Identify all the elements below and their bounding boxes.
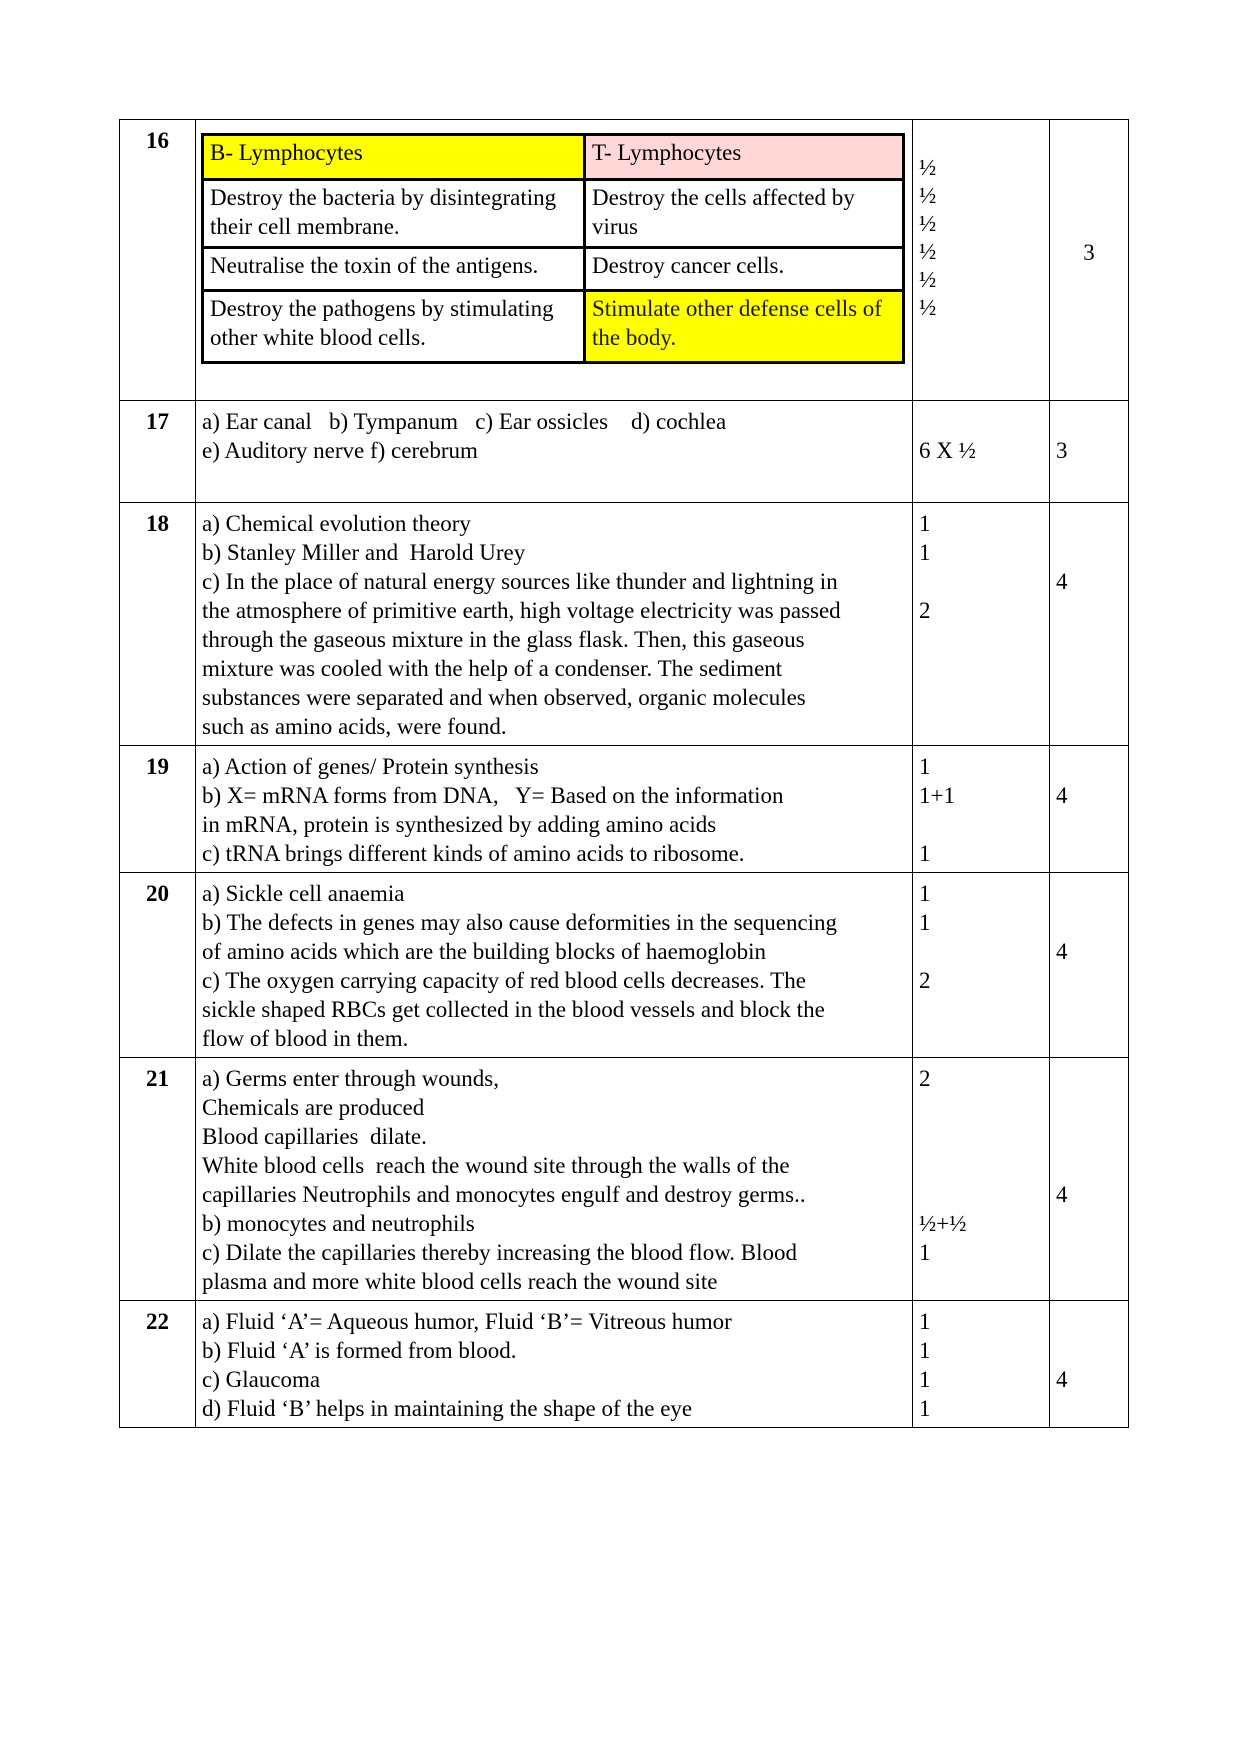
mark-value: 2 bbox=[919, 598, 931, 623]
answer-line: Chemicals are produced bbox=[202, 1095, 425, 1120]
marks-cell bbox=[913, 120, 1050, 401]
answer-line: d) Fluid ‘B’ helps in maintaining the shape of the eye bbox=[202, 1396, 693, 1421]
total-value: 4 bbox=[1056, 783, 1068, 808]
table-cell: Destroy the cells affected by virus bbox=[585, 180, 904, 248]
total-value: 4 bbox=[1056, 1182, 1068, 1207]
mark-value: 6 X ½ bbox=[919, 438, 976, 463]
answer-line: b) monocytes and neutrophils bbox=[202, 1211, 475, 1236]
answer-line: b) Stanley Miller and Harold Urey bbox=[202, 540, 526, 565]
answer-line: through the gaseous mixture in the glass flask. Then, this gaseous bbox=[202, 627, 805, 652]
answer-line: a) Ear canal b) Tympanum c) Ear ossicles d) cochlea bbox=[202, 409, 727, 434]
mark-value bbox=[919, 407, 1043, 436]
mark-value: ½+½ bbox=[919, 1211, 967, 1236]
marks-cell bbox=[913, 746, 1050, 873]
question-number: 17 bbox=[120, 401, 196, 503]
answer-line: Blood capillaries dilate. bbox=[202, 1124, 427, 1149]
total-value: 3 bbox=[1056, 438, 1068, 463]
total-value: 4 bbox=[1056, 1367, 1068, 1392]
mark-value: 1 bbox=[919, 1240, 931, 1265]
answer-line: c) tRNA brings different kinds of amino acids to ribosome. bbox=[202, 841, 745, 866]
table-cell: Destroy the pathogens by stimulating other white blood cells. bbox=[203, 291, 585, 363]
mark-value: ½ bbox=[919, 155, 937, 180]
answer-line: the atmosphere of primitive earth, high voltage electricity was passed bbox=[202, 598, 841, 623]
answer-cell bbox=[196, 401, 913, 503]
mark-value: 1 bbox=[919, 910, 931, 935]
answer-line: e) Auditory nerve f) cerebrum bbox=[202, 438, 478, 463]
marks-cell bbox=[913, 503, 1050, 746]
answer-line: b) X= mRNA forms from DNA, Y= Based on the information bbox=[202, 783, 784, 808]
answer-line: substances were separated and when observed, organic molecules bbox=[202, 685, 806, 710]
marks-cell bbox=[913, 401, 1050, 503]
answer-line: flow of blood in them. bbox=[202, 1026, 409, 1051]
answer-cell bbox=[196, 873, 913, 1058]
mark-value: 1 bbox=[919, 1338, 931, 1363]
total-marks bbox=[1050, 1301, 1129, 1428]
mark-value: 1+1 bbox=[919, 783, 955, 808]
question-number: 20 bbox=[120, 873, 196, 1058]
answer-row-17 bbox=[120, 401, 1129, 503]
answer-row-18 bbox=[120, 503, 1129, 746]
table-cell: Destroy cancer cells. bbox=[585, 248, 904, 291]
answer-line: a) Action of genes/ Protein synthesis bbox=[202, 754, 539, 779]
mark-value: 1 bbox=[919, 841, 931, 866]
header-b-lymphocytes: B- Lymphocytes bbox=[203, 135, 585, 180]
answer-key-table bbox=[119, 119, 1129, 1428]
answer-row-19 bbox=[120, 746, 1129, 873]
marks-cell bbox=[913, 873, 1050, 1058]
mark-value: 1 bbox=[919, 1309, 931, 1334]
answer-line: c) Dilate the capillaries thereby increasing the blood flow. Blood bbox=[202, 1240, 798, 1265]
marks-cell bbox=[913, 1301, 1050, 1428]
answer-line: c) Glaucoma bbox=[202, 1367, 321, 1392]
answer-line: mixture was cooled with the help of a condenser. The sediment bbox=[202, 656, 783, 681]
total-marks bbox=[1050, 503, 1129, 746]
mark-value: 2 bbox=[919, 1066, 931, 1091]
answer-line: of amino acids which are the building blocks of haemoglobin bbox=[202, 939, 767, 964]
question-number: 16 bbox=[120, 120, 196, 401]
answer-line: b) Fluid ‘A’ is formed from blood. bbox=[202, 1338, 517, 1363]
question-number: 18 bbox=[120, 503, 196, 746]
total-marks bbox=[1050, 1058, 1129, 1301]
answer-line: a) Sickle cell anaemia bbox=[202, 881, 405, 906]
answer-row-21 bbox=[120, 1058, 1129, 1301]
question-number: 21 bbox=[120, 1058, 196, 1301]
total-marks bbox=[1050, 873, 1129, 1058]
answer-line: a) Germs enter through wounds, bbox=[202, 1066, 500, 1091]
answer-line: a) Fluid ‘A’= Aqueous humor, Fluid ‘B’= Vitreous humor bbox=[202, 1309, 732, 1334]
answer-cell bbox=[196, 503, 913, 746]
answer-row-16 bbox=[120, 120, 1129, 401]
mark-value: 1 bbox=[919, 1367, 931, 1392]
mark-value: 1 bbox=[919, 540, 931, 565]
total-marks bbox=[1050, 120, 1129, 401]
mark-value: ½ bbox=[919, 239, 937, 264]
table-cell: Destroy the bacteria by disintegrating their cell membrane. bbox=[203, 180, 585, 248]
total-value: 4 bbox=[1056, 569, 1068, 594]
mark-value: ½ bbox=[919, 295, 937, 320]
total-value: 4 bbox=[1056, 939, 1068, 964]
total-marks bbox=[1050, 401, 1129, 503]
answer-line: in mRNA, protein is synthesized by adding amino acids bbox=[202, 812, 717, 837]
table-cell: Neutralise the toxin of the antigens. bbox=[203, 248, 585, 291]
mark-value: 2 bbox=[919, 968, 931, 993]
mark-value: 1 bbox=[919, 881, 931, 906]
answer-line: b) The defects in genes may also cause deformities in the sequencing bbox=[202, 910, 838, 935]
answer-line: such as amino acids, were found. bbox=[202, 714, 507, 739]
answer-cell bbox=[196, 746, 913, 873]
answer-line: a) Chemical evolution theory bbox=[202, 511, 471, 536]
answer-line: c) In the place of natural energy sources like thunder and lightning in bbox=[202, 569, 838, 594]
answer-line: sickle shaped RBCs get collected in the blood vessels and block the bbox=[202, 997, 825, 1022]
answer-cell bbox=[196, 120, 913, 401]
answer-line: capillaries Neutrophils and monocytes engulf and destroy germs.. bbox=[202, 1182, 806, 1207]
answer-row-20 bbox=[120, 873, 1129, 1058]
marks-cell bbox=[913, 1058, 1050, 1301]
question-number: 19 bbox=[120, 746, 196, 873]
mark-value: 1 bbox=[919, 754, 931, 779]
mark-value: ½ bbox=[919, 267, 937, 292]
mark-value: 1 bbox=[919, 1396, 931, 1421]
total-marks bbox=[1050, 746, 1129, 873]
question-number: 22 bbox=[120, 1301, 196, 1428]
answer-cell bbox=[196, 1301, 913, 1428]
mark-value: 1 bbox=[919, 511, 931, 536]
header-t-lymphocytes: T- Lymphocytes bbox=[585, 135, 904, 180]
answer-row-22 bbox=[120, 1301, 1129, 1428]
answer-line: c) The oxygen carrying capacity of red blood cells decreases. The bbox=[202, 968, 806, 993]
total-value: 3 bbox=[1083, 240, 1095, 265]
mark-value: ½ bbox=[919, 211, 937, 236]
answer-line: plasma and more white blood cells reach the wound site bbox=[202, 1269, 718, 1294]
table-cell-highlighted: Stimulate other defense cells of the body. bbox=[585, 291, 904, 363]
mark-value: ½ bbox=[919, 183, 937, 208]
answer-cell bbox=[196, 1058, 913, 1301]
answer-line: White blood cells reach the wound site through the walls of the bbox=[202, 1153, 790, 1178]
lymphocyte-comparison-table bbox=[201, 133, 905, 364]
